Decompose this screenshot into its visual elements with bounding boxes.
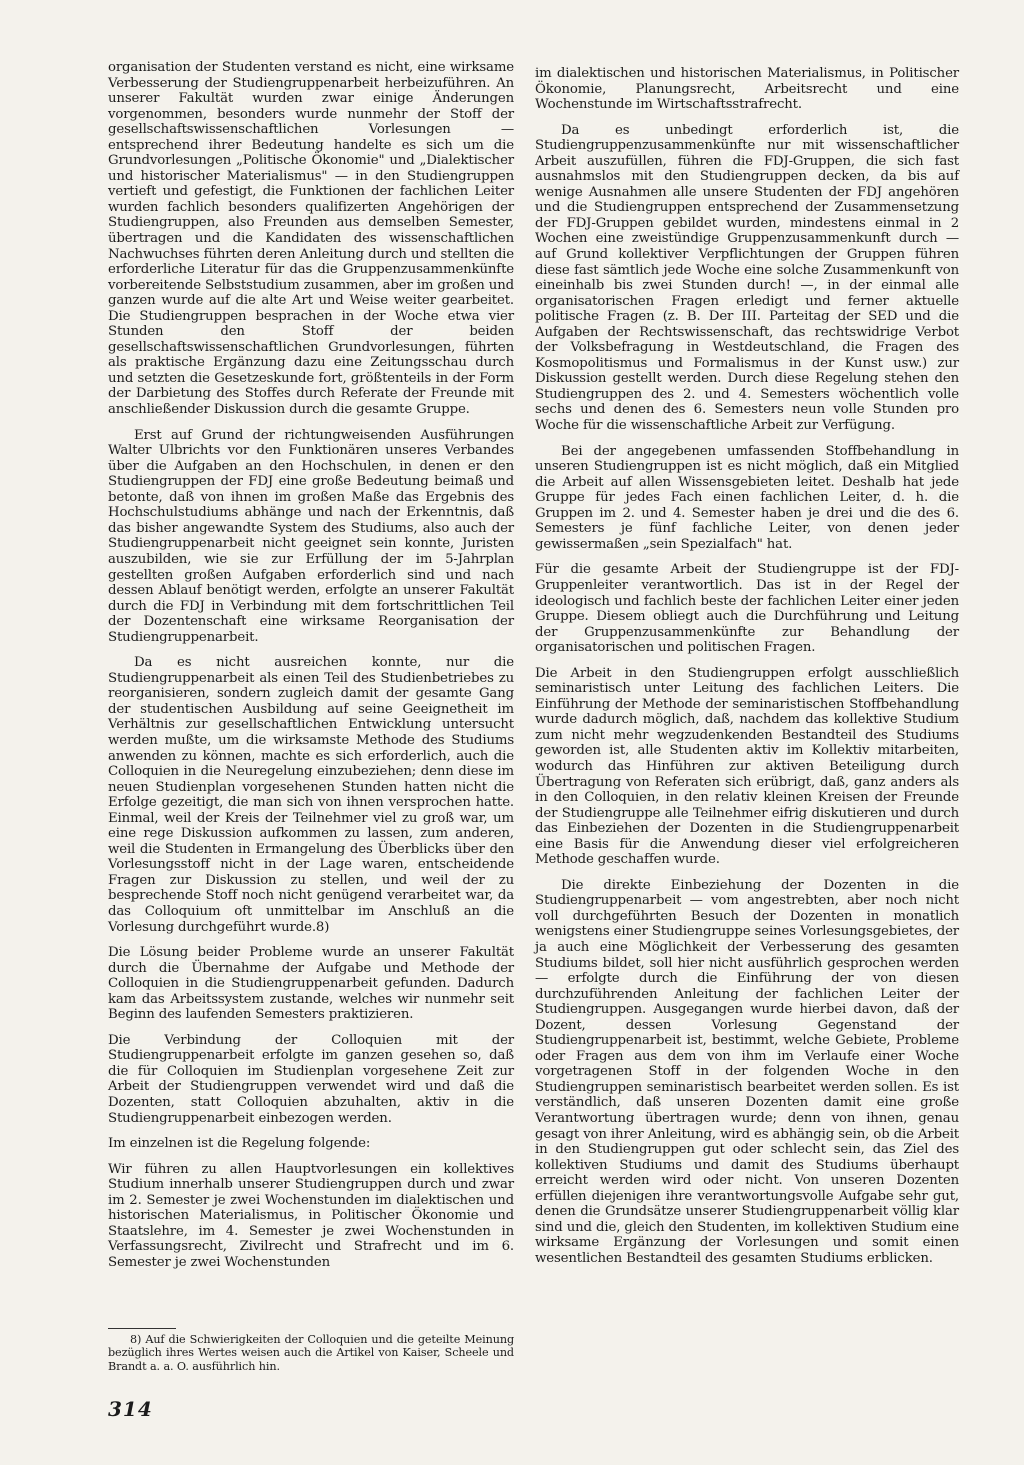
paragraph: im dialektischen und historischen Materialismus, in Politischer Ökonomie, Planungsrecht, Arbeitsrecht und eine Wochenstunde im Wirtschaftsstrafrecht. <box>535 66 959 113</box>
footnote-rule <box>108 1328 176 1329</box>
paragraph: Da es nicht ausreichen konnte, nur die Studiengruppenarbeit als einen Teil des Studienbetriebes zu reorganisieren, sondern zugleich damit der gesamte Gang der studentischen Ausbildung auf seine Geeignetheit im Verhältnis zur gesellschaftlichen Entwicklung untersucht werden mußte, um die wirksamste Methode des Studiums anwenden zu können, machte es sich erforderlich, auch die Colloquien in die Neuregelung einzubeziehen; denn diese im neuen Studienplan vorgesehenen Stunden hatten nicht die Erfolge gezeitigt, die man sich von ihnen versprochen hatte. Einmal, weil der Kreis der Teilnehmer viel zu groß war, um eine rege Diskussion aufkommen zu lassen, zum anderen, weil die Studenten in Ermangelung des Überblicks über den Vorlesungsstoff nicht in der Lage waren, entscheidende Fragen zur Diskussion zu stellen, und weil der zu besprechende Stoff noch nicht genügend verarbeitet war, da das Colloquium oft unmittelbar im Anschluß an die Vorlesung durchgeführt wurde.8) <box>108 655 514 935</box>
paragraph: Im einzelnen ist die Regelung folgende: <box>108 1136 371 1152</box>
right-column <box>535 66 959 1276</box>
paragraph: Die Arbeit in den Studiengruppen erfolgt ausschließlich seminaristisch unter Leitung des fachlichen Leiters. Die Einführung der Methode der seminaristischen Stoffbehandlung wurde dadurch möglich, daß, nachdem das kollektive Studium zum nicht mehr wegzudenkenden Bestandteil des Studiums geworden ist, alle Studenten aktiv im Kollektiv mitarbeiten, wodurch das Hinführen zur aktiven Beteiligung durch Übertragung von Referaten sich erübrigt, daß, ganz anders als in den Colloquien, in den relativ kleinen Kreisen der Freunde der Studiengruppe alle Teilnehmer eifrig diskutieren und durch das Einbeziehen der Dozenten in die Studiengruppenarbeit eine Basis für die Anwendung dieser viel erfolgreicheren Methode geschaffen wurde. <box>535 665 959 868</box>
paragraph: Bei der angegebenen umfassenden Stoffbehandlung in unseren Studiengruppen ist es nicht möglich, daß ein Mitglied die Arbeit auf allen Wissensgebieten leitet. Deshalb hat jede Gruppe für jedes Fach einen fachlichen Leiter, d. h. die Gruppen im 2. und 4. Semester haben je drei und die des 6. Semesters je fünf fachliche Leiter, von denen jeder gewissermaßen „sein Spezialfach" hat. <box>535 443 959 552</box>
paragraph: organisation der Studenten verstand es nicht, eine wirksame Verbesserung der Studiengruppenarbeit herbeizuführen. An unserer Fakultät wurden zwar einige Änderungen vorgenommen, besonders wurde nunmehr der Stoff der gesellschaftswissenschaftlichen Vorlesungen — entsprechend ihrer Bedeutung handelte es sich um die Grundvorlesungen „Politische Ökonomie" und „Dialektischer und historischer Materialismus" — in den Studiengruppen vertieft und gefestigt, die Funktionen der fachlichen Leiter wurden fachlich besonders qualifizerten Angehörigen der Studiengruppen, also Freunden aus demselben Semester, übertragen und die Kandidaten des wissenschaftlichen Nachwuchses führten deren Anleitung durch und stellten die erforderliche Literatur für das die Gruppenzusammenkünfte vorbereitende Selbststudium zusammen, aber im großen und ganzen wurde auf die alte Art und Weise weiter gearbeitet. Die Studiengruppen besprachen in der Woche etwa vier Stunden den Stoff der beiden gesellschaftswissenschaftlichen Grundvorlesungen, führten als praktische Ergänzung dazu eine Zeitungsschau durch und setzten die Gesetzeskunde fort, größtenteils in der Form der Darbietung des Stoffes durch Referate der Freunde mit anschließender Diskussion durch die gesamte Gruppe. <box>108 60 514 418</box>
paragraph: Die direkte Einbeziehung der Dozenten in die Studiengruppenarbeit — vom angestrebten, aber noch nicht voll durchgeführten Besuch der Dozenten in monatlich wenigstens einer Studiengruppe seines Vorlesungsgebietes, der ja auch eine Möglichkeit der Verbesserung des gesamten Studiums bildet, soll hier nicht ausführlich gesprochen werden — erfolgte durch die Einführung der von diesen durchzuführenden Anleitung der fachlichen Leiter der Studiengruppen. Ausgegangen wurde hierbei davon, daß der Dozent, dessen Vorlesung Gegenstand der Studiengruppenarbeit ist, bestimmt, welche Gebiete, Probleme oder Fragen aus dem von ihm im Verlaufe einer Woche vorgetragenen Stoff in der folgenden Woche in den Studiengruppen seminaristisch bearbeitet werden sollen. Es ist verständlich, daß unseren Dozenten damit eine große Verantwortung übertragen wurde; denn von ihnen, genau gesagt von ihrer Anleitung, wird es abhängig sein, ob die Arbeit in den Studiengruppen gut oder schlecht sein, das Ziel des kollektiven Studiums und damit des Studiums überhaupt erreicht werden wird oder nicht. Von unseren Dozenten erfüllen diejenigen ihre verantwortungsvolle Aufgabe sehr gut, denen die Grundsätze unserer Studiengruppenarbeit völlig klar sind und die, gleich den Studenten, im kollektiven Studium eine wirksame Ergänzung der Vorlesungen und somit einen wesentlichen Bestandteil des gesamten Studiums erblicken. <box>535 877 959 1266</box>
page-number: 314 <box>108 1397 153 1421</box>
footnote-text: 8) Auf die Schwierigkeiten der Colloquien und die geteilte Meinung bezüglich ihres Wertes weisen auch die Artikel von Kaiser, Scheele und Brandt a. a. O. ausführlich hin. <box>108 1333 514 1373</box>
paragraph: Erst auf Grund der richtungweisenden Ausführungen Walter Ulbrichts vor den Funktionären unseres Verbandes über die Aufgaben an den Hochschulen, in denen er den Studiengruppen der FDJ eine große Bedeutung beimaß und betonte, daß von ihnen im großen Maße das Ergebnis des Hochschulstudiums abhänge und nach der Erkenntnis, daß das bisher angewandte System des Studiums, also auch der Studiengruppenarbeit nicht geeignet sein konnte, Juristen auszubilden, wie sie zur Erfüllung der im 5-Jahrplan gestellten großen Aufgaben erforderlich sind und nach dessen Ablauf benötigt werden, erfolgte an unserer Fakultät durch die FDJ in Verbindung mit dem fortschrittlichen Teil der Dozentenschaft eine wirksame Reorganisation der Studiengruppenarbeit. <box>108 427 514 645</box>
paragraph: Da es unbedingt erforderlich ist, die Studiengruppenzusammenkünfte nur mit wissenschaftlicher Arbeit auszufüllen, führen die FDJ-Gruppen, die sich fast ausnahmslos mit den Studiengruppen decken, da bis auf wenige Ausnahmen alle unsere Studenten der FDJ angehören und die Studiengruppen entsprechend der Zusammensetzung der FDJ-Gruppen gebildet wurden, mindestens einmal in 2 Wochen eine zweistündige Gruppenzusammenkunft durch — auf Grund kollektiver Verpflichtungen der Gruppen führen diese fast sämtlich jede Woche eine solche Zusammenkunft von eineinhalb bis zwei Stunden durch! —, in der einmal alle organisatorischen Fragen erledigt und ferner aktuelle politische Fragen (z. B. Der III. Parteitag der SED und die Aufgaben der Rechtswissenschaft, das rechtswidrige Verbot der Volksbefragung in Westdeutschland, die Fragen des Kosmopolitismus und Formalismus in der Kunst usw.) zur Diskussion gestellt werden. Durch diese Regelung stehen den Studiengruppen des 2. und 4. Semesters wöchentlich volle sechs und denen des 6. Semesters neun volle Stunden pro Woche für die wissenschaftliche Arbeit zur Verfügung. <box>535 122 959 434</box>
paragraph: Die Lösung beider Probleme wurde an unserer Fakultät durch die Übernahme der Aufgabe und Methode der Colloquien in die Studiengruppenarbeit gefunden. Dadurch kam das Arbeitssystem zustande, welches wir nunmehr seit Beginn des laufenden Semesters praktizieren. <box>108 945 514 1023</box>
paragraph: Wir führen zu allen Hauptvorlesungen ein kollektives Studium innerhalb unserer Studiengruppen durch und zwar im 2. Semester je zwei Wochenstunden im dialektischen und historischen Materialismus, in Politischer Ökonomie und Staatslehre, im 4. Semester je zwei Wochenstunden in Verfassungsrecht, Zivilrecht und Strafrecht und im 6. Semester je zwei Wochenstunden <box>108 1161 514 1270</box>
left-column <box>108 60 514 1280</box>
paragraph: Für die gesamte Arbeit der Studiengruppe ist der FDJ-Gruppenleiter verantwortlich. Das ist in der Regel der ideologisch und fachlich beste der fachlichen Leiter einer jeden Gruppe. Diesem obliegt auch die Durchführung und Leitung der Gruppenzusammenkünfte zur Behandlung der organisatorischen und politischen Fragen. <box>535 562 959 656</box>
footnote <box>108 1333 514 1373</box>
paragraph: Die Verbindung der Colloquien mit der Studiengruppenarbeit erfolgte im ganzen gesehen so, daß die für Colloquien im Studienplan vorgesehene Zeit zur Arbeit der Studiengruppen verwendet wird und daß die Dozenten, statt Colloquien abzuhalten, aktiv in die Studiengruppenarbeit einbezogen werden. <box>108 1032 514 1126</box>
